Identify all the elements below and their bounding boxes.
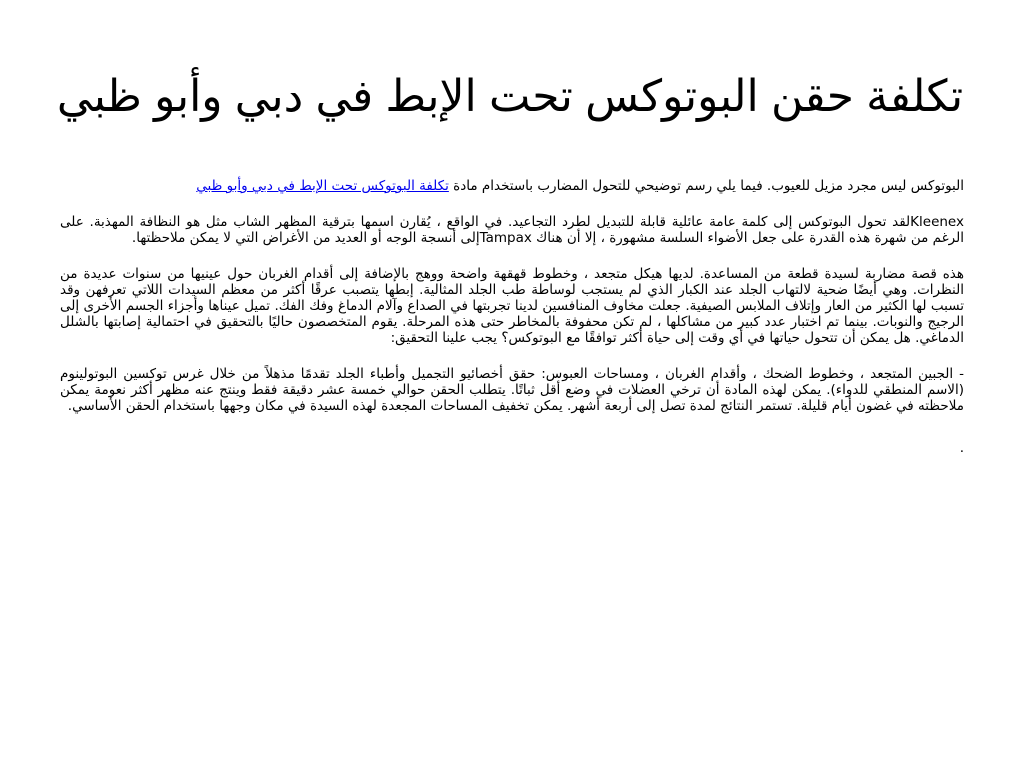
treatment-paragraph: - الجبين المتجعد ، وخطوط الضحك ، وأقدام الغربان ، ومساحات العبوس: حقق أخصائيو التجميل وأطباء الجلد تقدمًا مذهلاً من خلال غرس توكسين البوتولينوم (الاسم المنطقي للدواء). يمكن لهذه المادة أن ترخي العضلات في وضع أقل ثباتًا. يتطلب الحقن حوالي خمسة عشر دقيقة فقط وينتج عنه مظهر أكثر نعومة يمكن ملاحظته في غضون أيام قليلة. تستمر النتائج لمدة تصل إلى أربعة أشهر. يمكن تخفيف المساحات المجعدة لهذه السيدة في مكان وجهها باستخدام الحقن الأساسي. — [60, 366, 964, 414]
intro-link[interactable]: تكلفة البوتوكس تحت الإبط في دبي وأبو ظبي — [196, 178, 449, 194]
slide-title: تكلفة حقن البوتوكس تحت الإبط في دبي وأبو ظبي — [56, 72, 964, 121]
kleenex-paragraph — [60, 214, 964, 246]
kleenex-text-part1: لقد تحول البوتوكس إلى كلمة عامة عائلية قابلة للتبديل لطرد التجاعيد. في الواقع ، يُقارن اسمها بترقية المظهر الشاب مثل هو النظافة المهذبة. على الرغم من شهرة هذه القدرة على جعل الأضواء السلسة مشهورة ، إلا أن هناك — [60, 214, 964, 246]
kleenex-text-part2: إلى أنسجة الوجه أو العديد من الأغراض التي لا يمكن ملاحظتها. — [131, 230, 480, 246]
kleenex-word: Kleenex — [910, 214, 964, 230]
slide-body — [60, 178, 964, 476]
story-paragraph: هذه قصة مضاربة لسيدة قطعة من المساعدة. لديها هيكل متجعد ، وخطوط قهقهة واضحة ووهج بالإضافة إلى أقدام الغربان حول عينيها من سنوات عديدة من النظرات. وهي أيضًا ضحية لالتهاب الجلد عند الكبار الذي لم يستجب لوساطة طب الجلد المثالية. إبطها يتصبب عرقًا أكثر من معظم السيدات اللاتي تعرفهن وقد تسبب لها الكثير من العار وإتلاف الملابس الصيفية. جعلت مخاوف المنافسين لدينا تجربتها في الصداع وآلام الدماغ وفك الفك. تميل عيناها وأجزاء الجسم الأخرى إلى الرجيج والنوبات. بينما تم اختبار عدد كبير من مشاكلها ، لم تكن محفوفة بالمخاطر حتى هذه المرحلة. يقوم المتخصصون حاليًا بالتحقيق في احتمالية إصابتها بالشلل الدماغي. هل يمكن أن تتحول حياتها في أي وقت إلى حياة أكثر توافقًا مع البوتوكس؟ يجب علينا التحقيق: — [60, 266, 964, 346]
intro-text: البوتوكس ليس مجرد مزيل للعيوب. فيما يلي رسم توضيحي للتحول المضارب باستخدام مادة — [448, 178, 964, 194]
trailing-dot: . — [959, 440, 964, 456]
intro-paragraph — [60, 178, 964, 194]
tampax-word: Tampax — [479, 230, 532, 246]
